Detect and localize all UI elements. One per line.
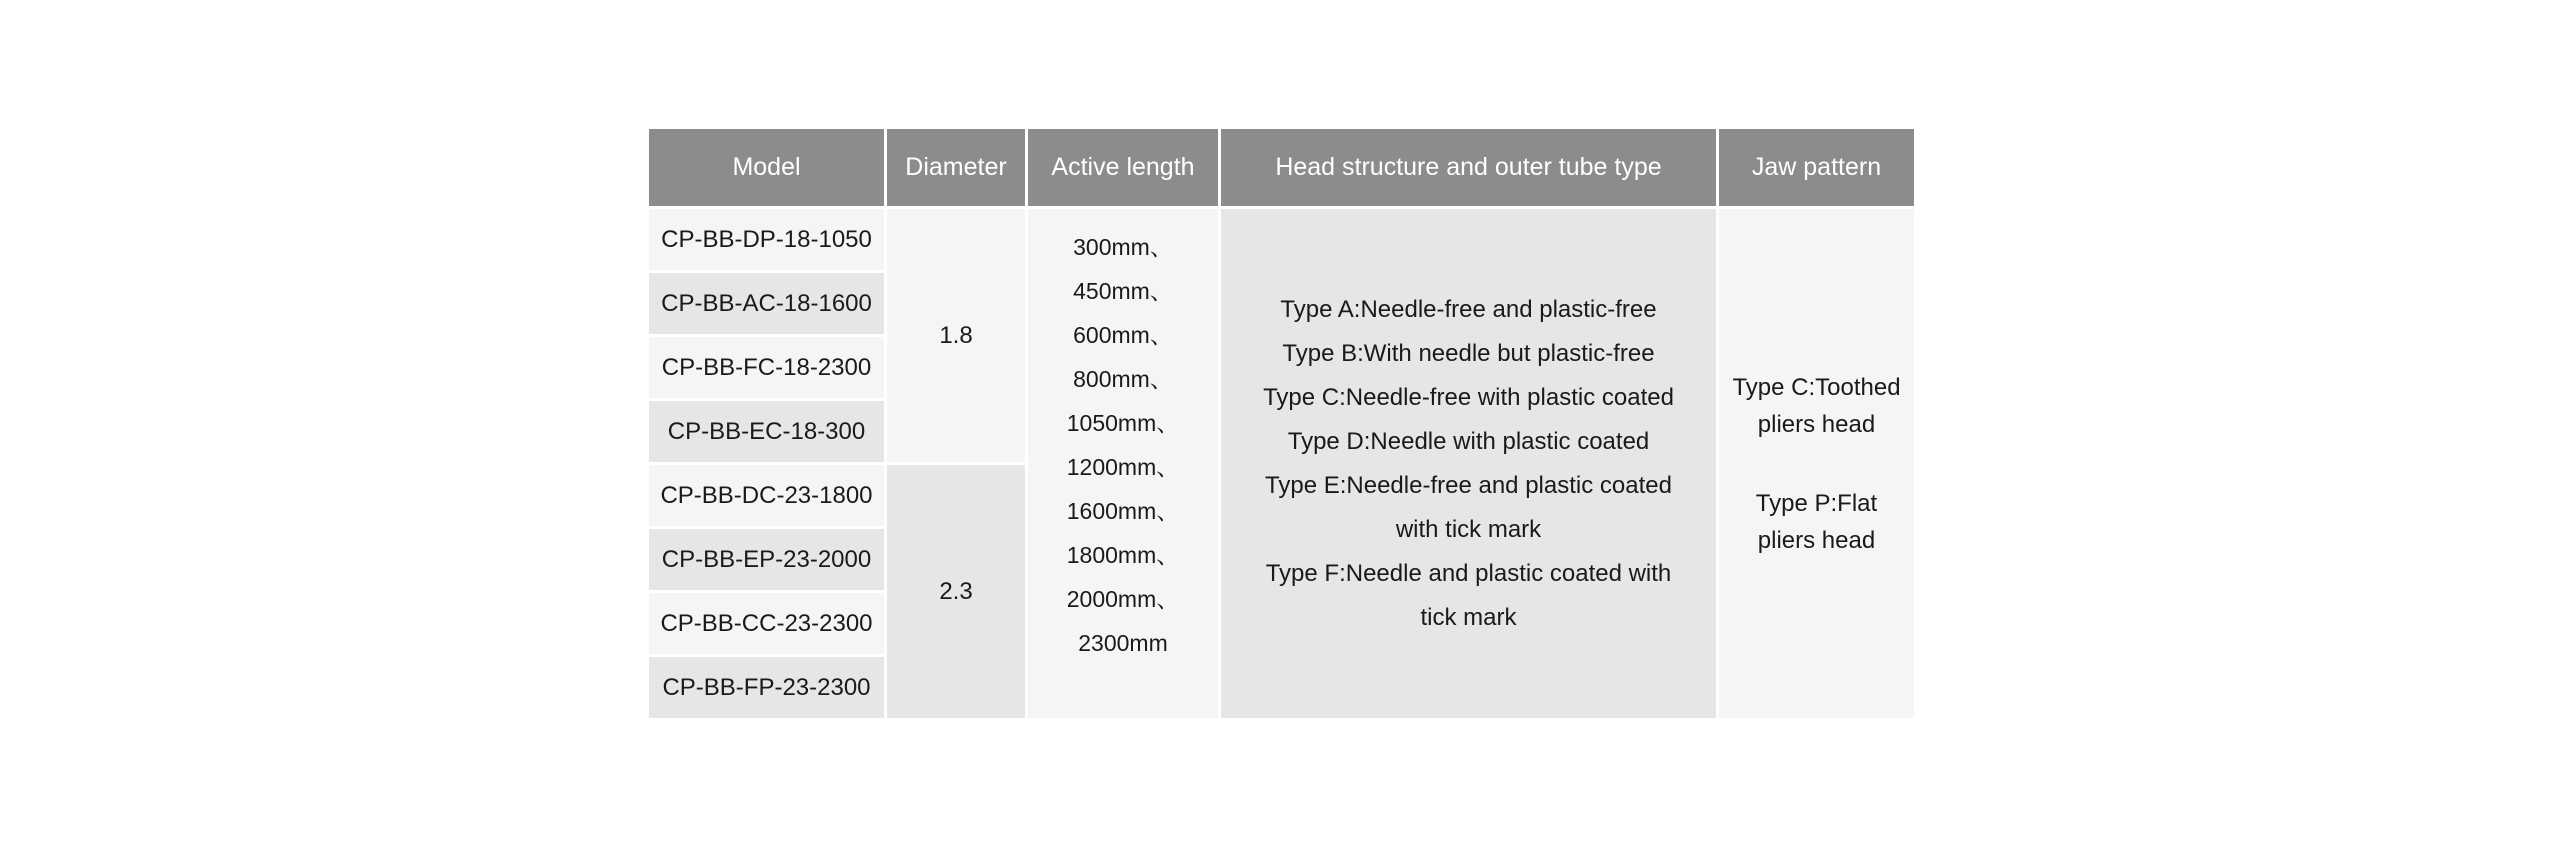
active-length-item: 2000mm、 — [1066, 586, 1180, 612]
head-type-line: Type E:Needle-free and plastic coated — [1265, 471, 1672, 499]
head-structure-cell — [1221, 209, 1716, 718]
active-length-item: 2300mm — [1078, 630, 1168, 656]
model-cell: CP-BB-EC-18-300 — [649, 401, 884, 462]
model-cell: CP-BB-DC-23-1800 — [649, 465, 884, 526]
head-type-line: tick mark — [1420, 603, 1517, 631]
jaw-type-p-line: Type P:Flat — [1755, 489, 1878, 517]
header-row — [649, 129, 1914, 206]
model-cell: CP-BB-DP-18-1050 — [649, 209, 884, 270]
head-type-line: with tick mark — [1395, 515, 1542, 543]
active-length-item: 800mm、 — [1073, 366, 1173, 392]
active-length-item: 450mm、 — [1073, 278, 1173, 304]
header-model: Model — [649, 129, 884, 206]
diameter-cell: 2.3 — [887, 465, 1025, 718]
head-type-line: Type B:With needle but plastic-free — [1282, 339, 1655, 367]
head-type-line: Type F:Needle and plastic coated with — [1265, 559, 1672, 587]
table-row — [649, 209, 1914, 270]
model-cell: CP-BB-AC-18-1600 — [649, 273, 884, 334]
head-type-line: Type C:Needle-free with plastic coated — [1263, 383, 1674, 411]
active-length-item: 1050mm、 — [1066, 410, 1180, 436]
model-cell: CP-BB-CC-23-2300 — [649, 593, 884, 654]
model-cell: CP-BB-FC-18-2300 — [649, 337, 884, 398]
active-length-cell — [1028, 209, 1218, 718]
active-length-item: 1800mm、 — [1066, 542, 1180, 568]
jaw-pattern-cell — [1719, 209, 1914, 718]
head-type-line: Type A:Needle-free and plastic-free — [1280, 295, 1657, 323]
jaw-type-c-line: pliers head — [1757, 410, 1876, 438]
jaw-type-c-line: Type C:Toothed — [1732, 373, 1901, 401]
active-length-item: 300mm、 — [1073, 234, 1173, 260]
header-diameter: Diameter — [887, 129, 1025, 206]
active-length-item: 600mm、 — [1073, 322, 1173, 348]
head-type-line: Type D:Needle with plastic coated — [1287, 427, 1650, 455]
active-length-item: 1200mm、 — [1066, 454, 1180, 480]
diameter-cell: 1.8 — [887, 209, 1025, 462]
model-cell: CP-BB-EP-23-2000 — [649, 529, 884, 590]
jaw-type-p-line: pliers head — [1757, 526, 1876, 554]
model-cell: CP-BB-FP-23-2300 — [649, 657, 884, 718]
header-head-structure: Head structure and outer tube type — [1221, 129, 1716, 206]
spec-table — [646, 126, 1917, 721]
header-active-length: Active length — [1028, 129, 1218, 206]
header-jaw-pattern: Jaw pattern — [1719, 129, 1914, 206]
active-length-item: 1600mm、 — [1066, 498, 1180, 524]
jaw-spacer — [1725, 443, 1908, 485]
